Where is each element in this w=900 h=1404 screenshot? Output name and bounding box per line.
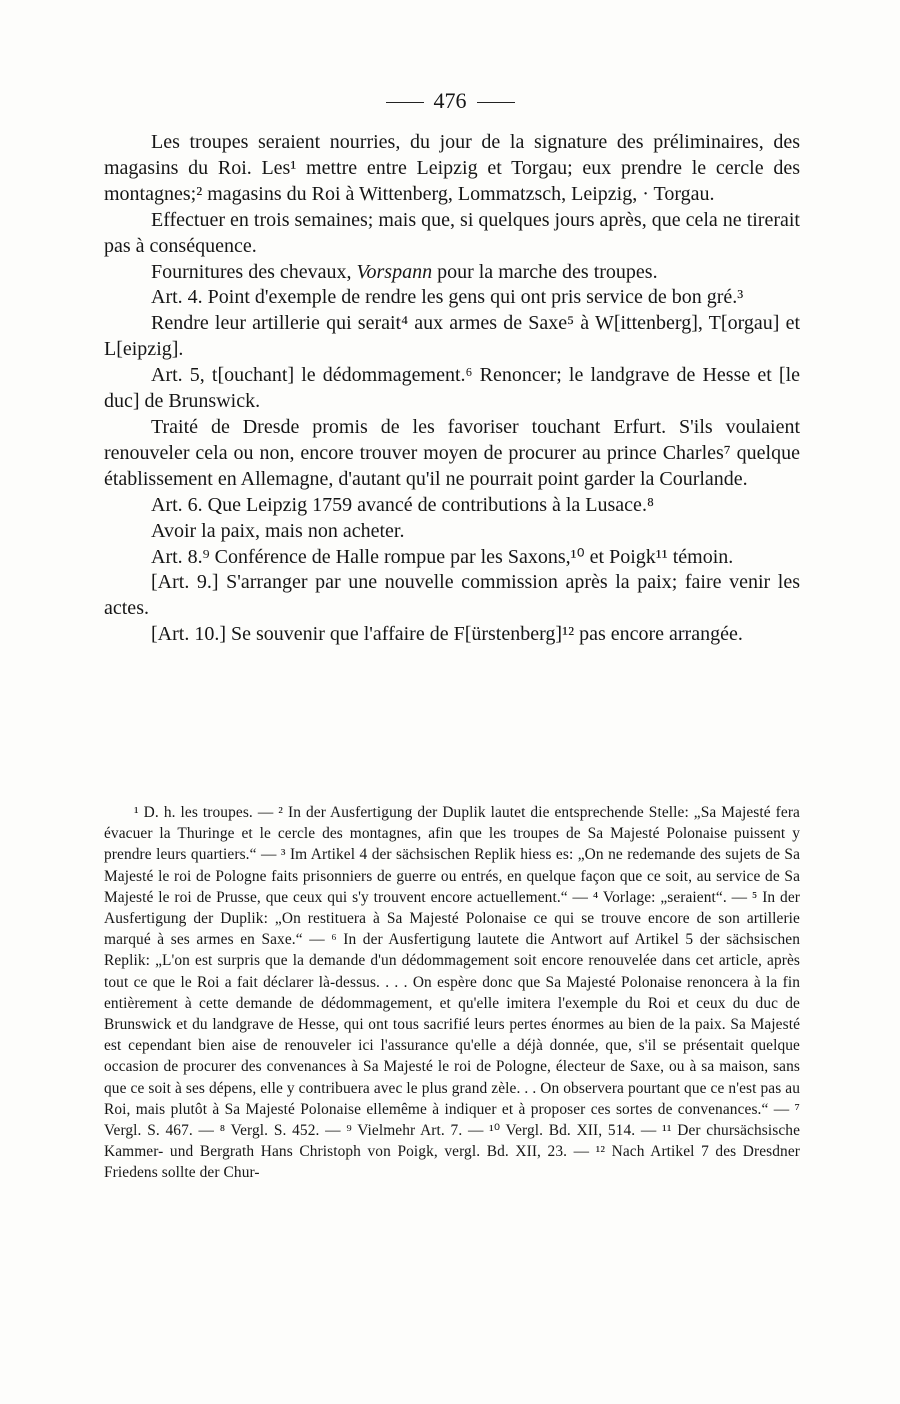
paragraph: Art. 4. Point d'exemple de rendre les gens qui ont pris service de bon gré.³	[151, 286, 744, 309]
paragraph: Art. 8.⁹ Conférence de Halle rompue par les Saxons,¹⁰ et Poigk¹¹ témoin.	[151, 545, 734, 568]
paragraph: Art. 6. Que Leipzig 1759 avancé de contributions à la Lusace.⁸	[151, 493, 654, 516]
paragraph: Traité de Dresde promis de les favoriser touchant Erfurt. S'ils voulaient renouveler cela ou non, encore trouver moyen de procurer au prince Charles⁷ quelque établissement en Allemagne, d'autant qu'il ne pourrait point garder la Courlande.	[104, 415, 800, 490]
paragraph: Avoir la paix, mais non acheter.	[151, 519, 405, 542]
header-rule-right	[477, 102, 515, 103]
paragraph: Art. 5, t[ouchant] le dédommagement.⁶ Renoncer; le landgrave de Hesse et [le duc] de Brunswick.	[104, 364, 800, 413]
footnotes	[104, 802, 800, 1184]
main-text	[104, 130, 800, 648]
footnote-block: ¹ D. h. les troupes. — ² In der Ausfertigung der Duplik lautet die entsprechende Stelle: „Sa Majesté fera évacuer la Thuringe et le cercle des montagnes, afin que les troupes de Sa Majesté Polonaise puissent y prendre leurs quartiers.“ — ³ Im Artikel 4 der sächsischen Replik hiess es: „On ne redemande des sujets de Sa Majesté le roi de Pologne faits prisonniers de guerre ou entrés, en quelque façon que ce soit, au service de Sa Majesté le roi de Prusse, que ceux qui s'y trouvent encore actuellement.“ — ⁴ Vorlage: „seraient“. — ⁵ In der Ausfertigung der Duplik: „On restituera à Sa Majesté Polonaise ce qui se trouve encore de son artillerie marqué à ses armes en Saxe.“ — ⁶ In der Ausfertigung lautete die Antwort auf Artikel 5 der sächsischen Replik: „L'on est surpris que la demande d'un dédommagement soit encore renouvelée dans cet article, après tout ce que le Roi a fait déclarer là-dessus. . . . On espère donc que Sa Majesté Polonaise renoncera à la fin entièrement à cette demande de dédommagement, et qu'elle imitera l'exemple du Roi et ceux du duc de Brunswick et du landgrave de Hesse, qui ont tous sacrifié leurs pertes énormes au bien de la paix. Sa Majesté est cependant bien aise de renouveler ici l'assurance qu'elle a déjà donnée, que, s'il se présentait quelque occasion de procurer des convenances à Sa Majesté le roi de Pologne, électeur de Saxe, ou à sa maison, sans que ce soit à ses dépens, elle y contribuera avec le plus grand zèle. . . On observera pourtant que ce n'est pas au Roi, mais plutôt à Sa Majesté Polonaise ellemême à indiquer et à proposer ces sortes de convenances.“ — ⁷ Vergl. S. 467. — ⁸ Vergl. S. 452. — ⁹ Vielmehr Art. 7. — ¹⁰ Vergl. Bd. XII, 514. — ¹¹ Der chursächsische Kammer- und Bergrath Hans Christoph von Poigk, vergl. Bd. XII, 23. — ¹² Nach Artikel 7 des Dresdner Friedens sollte der Chur-	[104, 804, 800, 1182]
paragraph: [Art. 10.] Se souvenir que l'affaire de F[ürstenberg]¹² pas encore arrangée.	[151, 623, 743, 646]
header-rule-left	[386, 102, 424, 103]
page-header	[0, 86, 900, 116]
page-number: 476	[433, 88, 467, 113]
paragraph: Rendre leur artillerie qui serait⁴ aux armes de Saxe⁵ à W[ittenberg], T[orgau] et L[eipzig].	[104, 312, 800, 361]
paragraph: [Art. 9.] S'arranger par une nouvelle commission après la paix; faire venir les actes.	[104, 571, 800, 620]
paragraph: Les troupes seraient nourries, du jour de la signature des préliminaires, des magasins du Roi. Les¹ mettre entre Leipzig et Torgau; eux prendre le cercle des montagnes;² magasins du Roi à Wittenberg, Lommatzsch, Leipzig, · Torgau.	[104, 131, 800, 205]
paragraph: Fournitures des chevaux, Vorspann pour la marche des troupes.	[151, 260, 658, 283]
italic-term: Vorspann	[356, 260, 433, 283]
paragraph: Effectuer en trois semaines; mais que, si quelques jours après, que cela ne tirerait pas à conséquence.	[104, 208, 800, 257]
